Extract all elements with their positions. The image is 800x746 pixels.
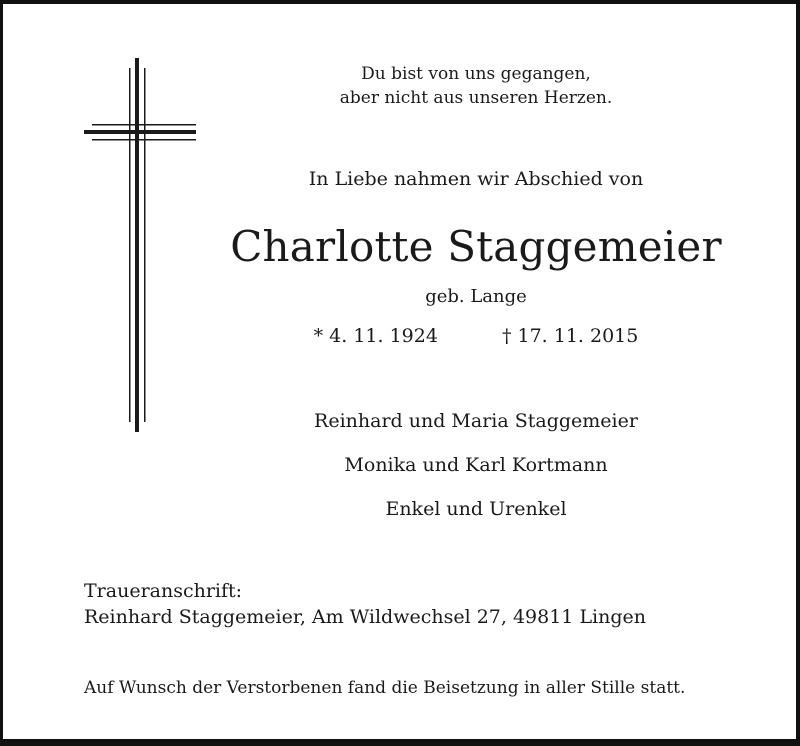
mourner-2: Monika und Karl Kortmann	[344, 454, 608, 476]
deceased-name: Charlotte Staggemeier	[230, 222, 722, 271]
birth-date: * 4. 11. 1924	[313, 325, 438, 347]
intro-text: In Liebe nahmen wir Abschied von	[308, 168, 644, 190]
maiden-name: geb. Lange	[425, 286, 527, 307]
cross-icon	[84, 58, 196, 432]
motto-line-1: Du bist von uns gegangen,	[361, 64, 591, 84]
life-dates	[230, 325, 722, 347]
motto	[230, 62, 722, 110]
mourner-3: Enkel und Urenkel	[385, 498, 567, 520]
mourning-address: Reinhard Staggemeier, Am Wildwechsel 27, 49811 Lingen	[84, 606, 647, 628]
mourners-list	[230, 406, 722, 538]
death-date: † 17. 11. 2015	[501, 325, 639, 347]
closing-note: Auf Wunsch der Verstorbenen fand die Beisetzung in aller Stille statt.	[84, 678, 686, 698]
mourner-1: Reinhard und Maria Staggemeier	[314, 410, 638, 432]
address-label: Traueranschrift:	[84, 580, 243, 602]
motto-line-2: aber nicht aus unseren Herzen.	[339, 88, 613, 108]
